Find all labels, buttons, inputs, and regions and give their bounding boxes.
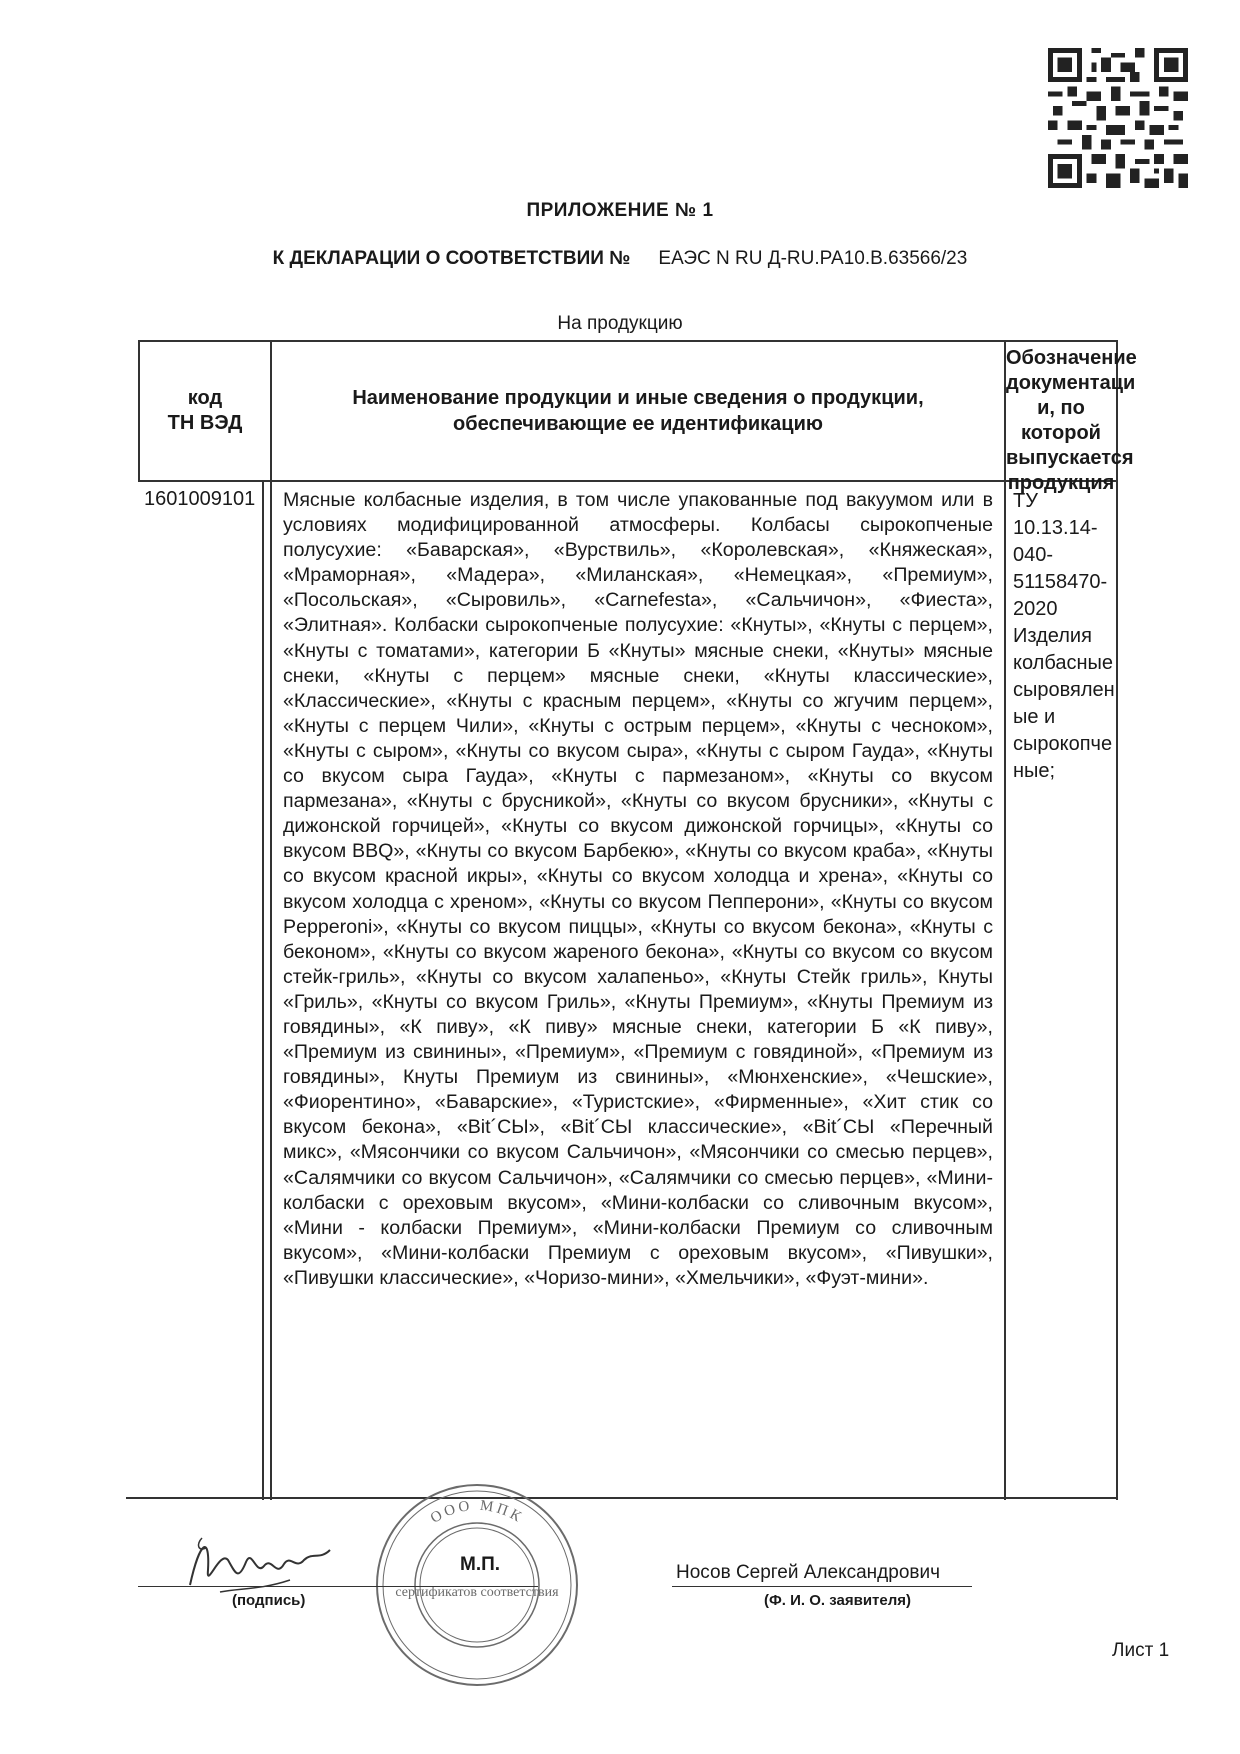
column-header-code-text: код ТН ВЭД (167, 387, 243, 434)
table-border-left-row (262, 480, 264, 1500)
applicant-name: Носов Сергей Александрович (676, 1562, 941, 1583)
table-border-right (1116, 340, 1118, 1500)
for-product-label: На продукцию (557, 313, 683, 334)
column-header-document: Обозначение документаци и, по которой выпускается продукция (1006, 347, 1137, 494)
row-document: ТУ 10.13.14-040-51158470-2020 Изделия колбасные сыровяленые и сырокопченые; (1013, 490, 1115, 782)
signature-line (138, 1586, 538, 1587)
declaration-number: ЕАЭС N RU Д-RU.РА10.В.63566/23 (658, 248, 968, 269)
round-seal-stamp (372, 1480, 582, 1690)
qr-code-icon (1048, 48, 1188, 188)
table-border-header (138, 480, 1118, 482)
declaration-label: К ДЕКЛАРАЦИИ О СООТВЕТСТВИИ № (272, 248, 631, 269)
stamp-label: М.П. (460, 1554, 501, 1575)
column-header-name (272, 385, 1004, 437)
table-border-top (138, 340, 1118, 342)
sheet-number: Лист 1 (1112, 1640, 1170, 1661)
table-border-col2 (1004, 340, 1006, 1500)
stamp-text-top: ООО МПК (427, 1497, 527, 1527)
table-border-bottom (126, 1497, 1118, 1499)
column-header-code (140, 386, 270, 436)
signature-mark (180, 1530, 340, 1600)
stamp-text-center: сертификатов соответствия (395, 1585, 559, 1600)
column-header-name-text: Наименование продукции и иные сведения о продукции, обеспечивающие ее идентификацию (352, 387, 924, 435)
name-line (672, 1586, 972, 1587)
declaration-line (0, 248, 1240, 270)
signature-label: (подпись) (232, 1592, 306, 1609)
row-code: 1601009101 (144, 488, 256, 510)
row-description: Мясные колбасные изделия, в том числе упакованные под вакуумом или в условиях модифицированной атмосферы. Колбасы сырокопченые полусухие: «Баварская», «Вурствиль», «Королевская», «Княжеская», «Мраморная», «Мадера», «Миланская», «Немецкая», «Премиум», «Посольская», «Сыровиль», «Carnefesta», «Сальчичон», «Фиеста», «Элитная». Колбаски сырокопченые полусухие: «Кнуты», «Кнуты с перцем», «Кнуты с томатами», категории Б «Кнуты» мясные снеки, «Кнуты» мясные снеки, «Кнуты с перцем» мясные снеки, «Кнуты классические», «Классические», «Кнуты с красным перцем», «Кнуты со жгучим перцем», «Кнуты с перцем Чили», «Кнуты с острым перцем», «Кнуты с чесноком», «Кнуты с сыром», «Кнуты со вкусом сыра», «Кнуты с сыром Гауда», «Кнуты со вкусом сыра Гауда», «Кнуты с пармезаном», «Кнуты со вкусом пармезана», «Кнуты с брусникой», «Кнуты со вкусом брусники», «Кнуты с дижонской горчицей», «Кнуты со вкусом дижонской горчицы», «Кнуты со вкусом BBQ», «Кнуты со вкусом Барбекю», «Кнуты со вкусом краба», «Кнуты со вкусом красной икры», «Кнуты со вкусом холодца и хрена», «Кнуты со вкусом холодца с хреном», «Кнуты со вкусом Пепперони», «Кнуты со вкусом Pepperoni», «Кнуты со вкусом пиццы», «Кнуты со вкусом бекона», «Кнуты с беконом», «Кнуты со вкусом жареного бекона», «Кнуты со вкусом со вкусом стейк-гриль», «Кнуты со вкусом халапеньо», «Кнуты Стейк гриль», Кнуты «Гриль», «Кнуты со вкусом Гриль», «Кнуты Премиум», «Кнуты Премиум из говядины», «К пиву», «К пиву» мясные снеки, категории Б «К пиву», «Премиум из свинины», «Премиум», «Премиум с говядиной», «Премиум из говядины», Кнуты Премиум из свинины», «Мюнхенские», «Чешские», «Фиорентино», «Баварские», «Туристские», «Фирменные», «Хит стик со вкусом бекона», «Bit´СЫ», «Bit´СЫ классические», «Bit´СЫ «Перечный микс», «Мясончики со вкусом Сальчичон», «Мясончики со смесью перцев», «Салямчики со вкусом Сальчичон», «Салямчики со смесью перцев», «Мини-колбаски с ореховым вкусом», «Мини-колбаски со сливочным вкусом», «Мини - колбаски Премиум», «Мини-колбаски Премиум со сливочным вкусом», «Мини-колбаски Премиум с ореховым вкусом», «Пивушки», «Пивушки классические», «Чоризо-мини», «Хмельчики», «Фуэт-мини». (283, 489, 993, 1289)
applicant-label: (Ф. И. О. заявителя) (764, 1592, 912, 1609)
document-title: ПРИЛОЖЕНИЕ № 1 (526, 200, 714, 221)
table-border-col1 (270, 340, 272, 1500)
